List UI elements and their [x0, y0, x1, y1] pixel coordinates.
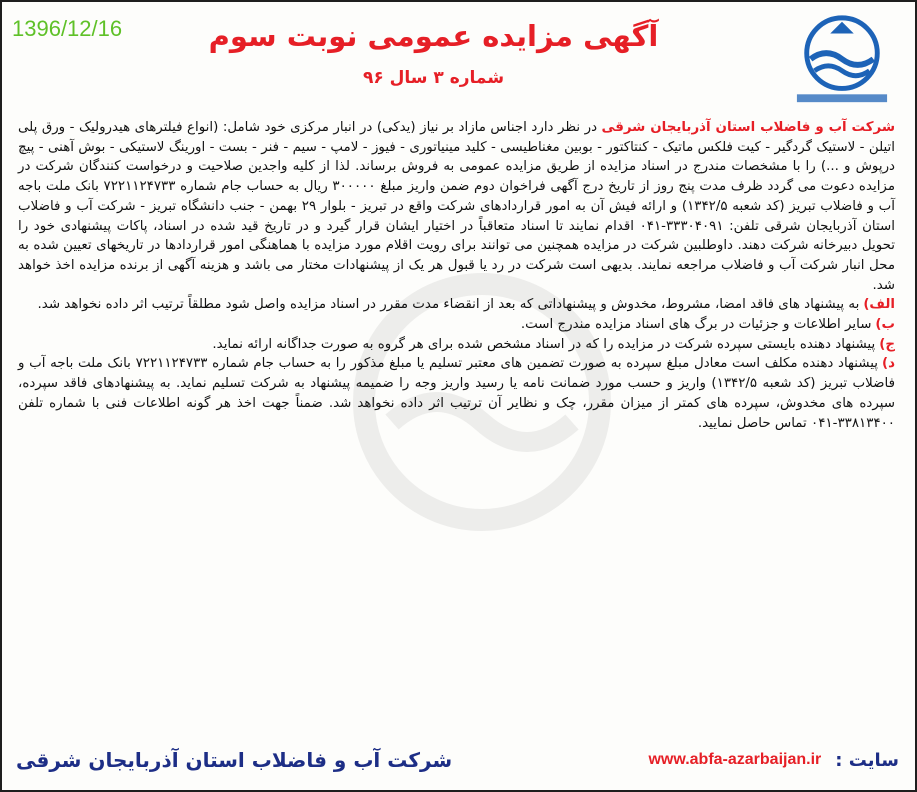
- ad-number: شماره ۳ سال ۹۶: [362, 68, 505, 88]
- ad-title: آگهی مزایده عمومی نوبت سوم: [208, 19, 659, 53]
- note-item: [18, 295, 895, 315]
- note-item: [18, 354, 895, 433]
- intro-text: در نظر دارد اجناس مازاد بر نیاز (یدکی) در انبار مرکزی خود شامل: (انواع فیلترهای هیدرولیک - ورق پلی اتیلن - لاستیک گردگیر - کیت فلکس ماتیک - کنتاکتور - بوبین مغناطیسی - کلید مینیاتوری - فیوز - لامپ - سیم - فنر - بست - اورینگ لاستیکی - بوش آهنی - پیچ درپوش و ...) را با مشخصات مندرج در اسناد مزایده از طریق مزایده عمومی به فروش برساند. لذا از کلیه واجدین صلاحیت و درخواست کنندگان شرکت در مزایده دعوت می گردد ظرف مدت پنج روز از تاریخ درج آگهی فراخوان دوم ضمن واریز مبلغ ۳۰۰۰۰۰ ریال به حساب جام شماره ۷۲۲۱۱۲۴۷۳۳ بانک ملت باجه آب و فاضلاب تبریز (کد شعبه ۱۳۴۲/۵) و ارائه فیش آن به امور قراردادهای شرکت واقع در تبریز - بلوار ۲۹ بهمن - جنب دانشگاه تبریز - شرکت آب و فاضلاب استان آذربایجان شرقی تلفن: ۳۳۳۰۴۰۹۱-۰۴۱ اقدام نمایند تا اسناد متعاقباً در اختیار ایشان قرار گیرد و در تاریخ قید شده در اسناد، پاکات پیشنهادی خود را تحویل دبیرخانه شرکت دهند. داوطلبین شرکت در مزایده همچنین می توانند برای رویت اقلام مورد مزایده با هماهنگی امور قراردادها در تاریخهای تعیین شده به محل انبار شرکت آب و فاضلاب مراجعه نمایند. بدیهی است شرکت در رد یا قبول هر یک از پیشنهادات مختار می باشد و هزینه آگهی از برنده مزایده اخذ خواهد شد.: [18, 120, 895, 293]
- water-company-logo-icon: [783, 12, 901, 110]
- company-name: شرکت آب و فاضلاب استان آذربایجان شرقی: [601, 120, 895, 135]
- note-label: ب): [875, 317, 895, 333]
- intro-paragraph: [18, 118, 895, 295]
- note-label: د): [881, 356, 895, 372]
- note-item: [18, 315, 895, 335]
- site-label: سایت :: [835, 749, 899, 771]
- note-text: سایر اطلاعات و جزئیات در برگ های اسناد مزایده مندرج است.: [520, 317, 872, 333]
- note-label: الف): [863, 297, 895, 313]
- note-text: پیشنهاد دهنده بایستی سپرده شرکت در مزایده را که در اسناد مشخص شده برای هر گروه به صورت جداگانه ارائه نماید.: [212, 336, 876, 352]
- footer-company-name: شرکت آب و فاضلاب استان آذربایجان شرقی: [16, 748, 453, 772]
- footer: [16, 744, 899, 776]
- ad-body: [18, 118, 895, 433]
- date-stamp: 1396/12/16: [12, 16, 123, 41]
- note-label: ج): [879, 336, 895, 352]
- note-text: به پیشنهاد های فاقد امضا، مشروط، مخدوش و پیشنهاداتی که بعد از انقضاء مدت مقرر در اسناد مزایده واصل شود مطلقاً ترتیب اثر داده نخواهد شد.: [37, 297, 860, 313]
- note-item: [18, 335, 895, 355]
- website-link[interactable]: www.abfa-azarbaijan.ir: [648, 751, 822, 768]
- note-text: پیشنهاد دهنده مکلف است معادل مبلغ سپرده به صورت تضمین های معتبر تسلیم یا مبلغ مذکور را به حساب جام شماره ۷۲۲۱۱۲۴۷۳۳ بانک ملت باجه آب و فاضلاب تبریز (کد شعبه ۱۳۴۲/۵) واریز و حسب مورد ضمانت نامه یا رسید واریز وجه را ضمیمه پیشنهاد به شرکت تسلیم نماید. به پیشنهادهای فاقد سپرده، سپرده های مخدوش، سپرده های کمتر از میزان مقرر، چک و نظایر آن ترتیب اثر داده نخواهد شد. ضمناً جهت اخذ هر گونه اطلاعات فنی با شماره تلفن ۳۳۸۱۳۴۰۰-۰۴۱ تماس حاصل نمایید.: [18, 356, 895, 431]
